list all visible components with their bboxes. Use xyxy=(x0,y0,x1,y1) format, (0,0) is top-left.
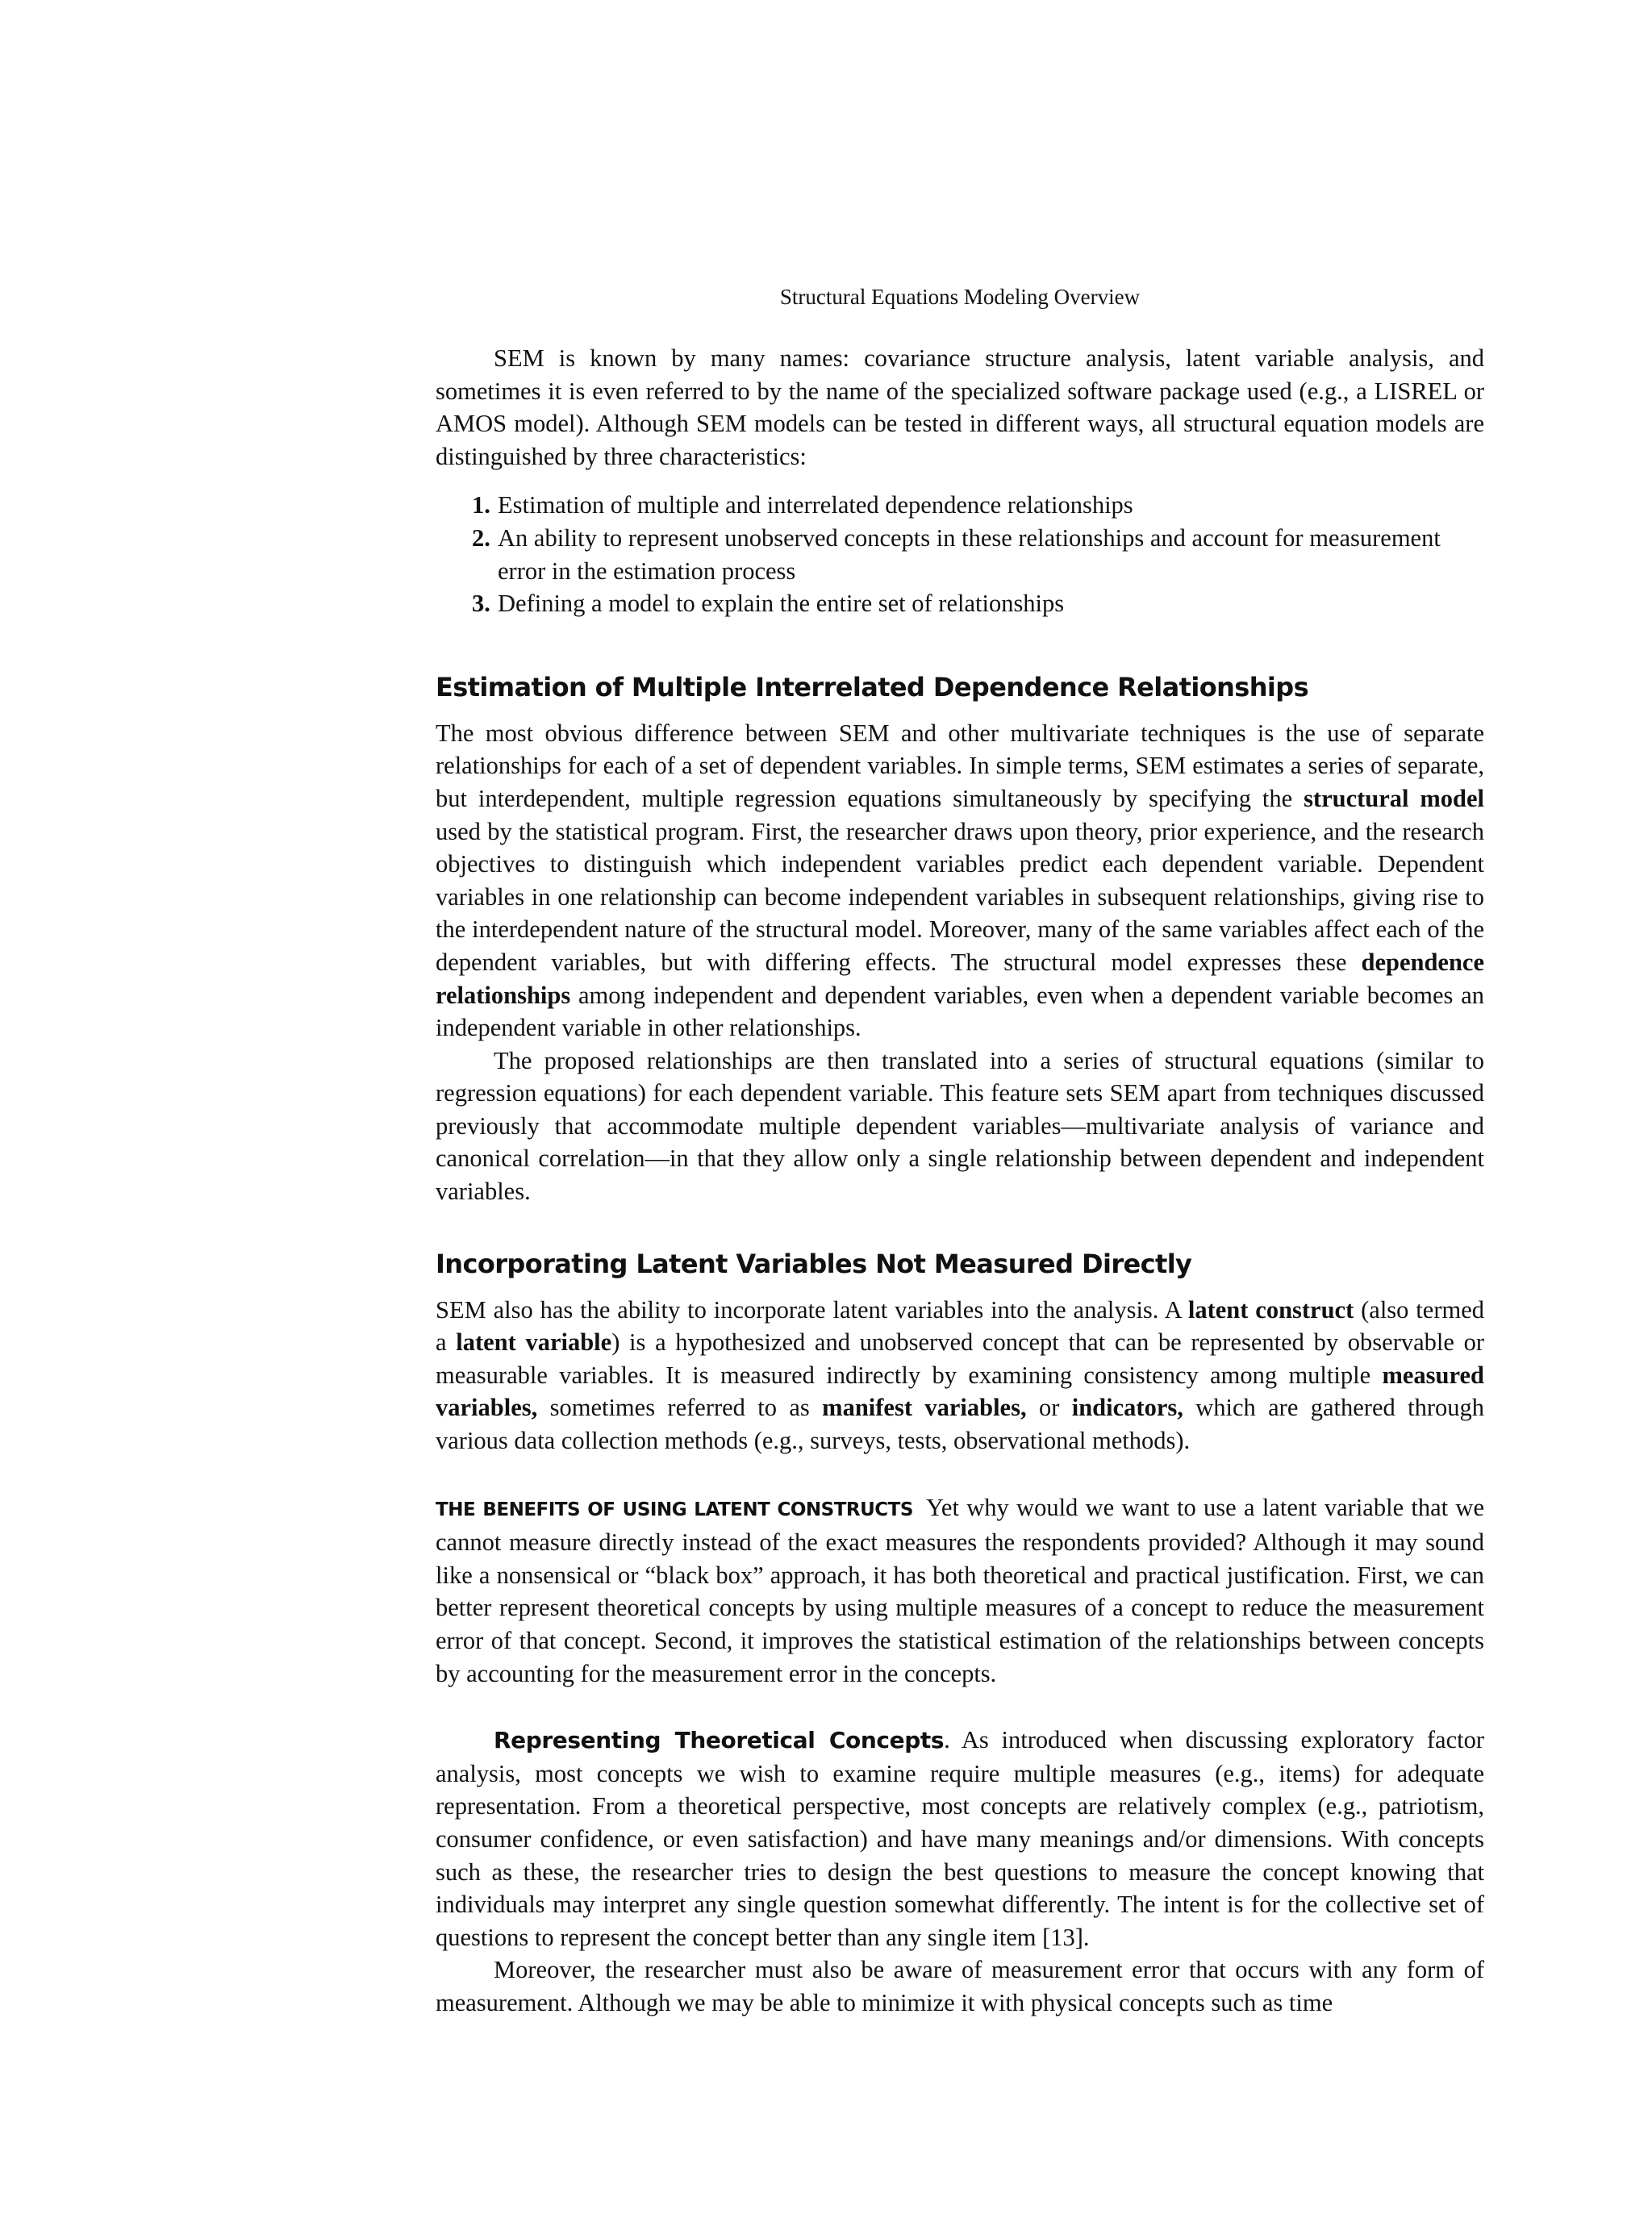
term-latent-construct: latent construct xyxy=(1187,1295,1354,1324)
list-item-text: An ability to represent unobserved concepts in these relationships and account for measurement error in the estimation process xyxy=(498,523,1441,585)
section-heading-latent: Incorporating Latent Variables Not Measured Directly xyxy=(436,1248,1192,1279)
term-indicators: indicators, xyxy=(1071,1394,1183,1422)
subheading-representing: Representing Theoretical Concepts xyxy=(494,1727,945,1754)
subheading-benefits: THE BENEFITS OF USING LATENT CONSTRUCTS xyxy=(436,1499,913,1520)
list-item-number: 2. xyxy=(472,523,490,552)
list-item-number: 1. xyxy=(472,491,490,519)
intro-paragraph: SEM is known by many names: covariance structure analysis, latent variable analysis, and sometimes it is even referred to by the name of the specialized software package used (e.g., a LISREL or AMOS model). Although SEM models can be tested in different ways, all structural equation models are distinguished by three characteristics: xyxy=(436,344,1484,470)
characteristics-list xyxy=(436,489,1484,619)
benefits-paragraph: THE BENEFITS OF USING LATENT CONSTRUCTS Yet why would we want to use a latent variable that we cannot measure directly instead of the exact measures the respondents provided? Although it may sound like a nonsensical or “black box” approach, it has both theoretical and practical justification. First, we can better represent theoretical concepts by using multiple measures of a concept to reduce the measurement error of that concept. Second, it improves the statistical estimation of the relationships between concepts by accounting for the measurement error in the concepts. xyxy=(436,1493,1484,1687)
list-item-text: Estimation of multiple and interrelated dependence relationships xyxy=(498,491,1133,519)
moreover-paragraph: Moreover, the researcher must also be aware of measurement error that occurs with any form of measurement. Although we may be able to minimize it with physical concepts such as time xyxy=(436,1956,1484,2016)
term-measured-variables: measured variables, xyxy=(436,1361,1484,1422)
term-dependence-relationships: dependence relationships xyxy=(436,948,1484,1009)
list-item-number: 3. xyxy=(472,590,490,618)
document-page xyxy=(436,282,1484,2020)
latent-paragraph-1: SEM also has the ability to incorporate latent variables into the analysis. A latent construct (also termed a latent variable) is a hypothesized and unobserved concept that can be represented by observable or measurable variables. It is measured indirectly by examining consistency among multiple measured variables, sometimes referred to as manifest variables, or indicators, which are gathered through various data collection methods (e.g., surveys, tests, observational methods). xyxy=(436,1295,1484,1455)
representing-paragraph: Representing Theoretical Concepts. As introduced when discussing exploratory factor analysis, most concepts we wish to examine require multiple measures (e.g., items) for adequate representation. From a theoretical perspective, most concepts are relatively complex (e.g., patriotism, consumer confidence, or even satisfaction) and have many meanings and/or dimensions. With concepts such as these, the researcher tries to design the best questions to measure the concept knowing that individuals may interpret any single question somewhat differently. The intent is for the collective set of questions to represent the concept better than any single item [13]. xyxy=(436,1726,1484,1951)
term-structural-model: structural model xyxy=(1304,784,1485,812)
term-manifest-variables: manifest variables, xyxy=(822,1394,1027,1422)
running-head: Structural Equations Modeling Overview xyxy=(779,285,1141,309)
term-latent-variable: latent variable xyxy=(456,1328,612,1357)
list-item-text: Defining a model to explain the entire set of relationships xyxy=(498,590,1065,618)
list-item xyxy=(436,522,1484,587)
list-item xyxy=(436,587,1484,620)
list-item xyxy=(436,489,1484,522)
estimation-paragraph-1: The most obvious difference between SEM and other multivariate techniques is the use of separate relationships for each of a set of dependent variables. In simple terms, SEM estimates a series of separate, but interdependent, multiple regression equations simultaneously by specifying the structural model used by the statistical program. First, the researcher draws upon theory, prior experience, and the research objectives to distinguish which independent variables predict each dependent variable. Dependent variables in one relationship can become independent variables in subsequent relationships, giving rise to the interdependent nature of the structural model. Moreover, many of the same variables affect each of the dependent variables, but with differing effects. The structural model expresses these dependence relationships among independent and dependent variables, even when a dependent variable becomes an independent variable in other relationships. xyxy=(436,719,1485,1042)
section-heading-estimation: Estimation of Multiple Interrelated Dependence Relationships xyxy=(436,671,1309,703)
estimation-paragraph-2: The proposed relationships are then translated into a series of structural equations (similar to regression equations) for each dependent variable. This feature sets SEM apart from techniques discussed previously that accommodate multiple dependent variables—multivariate analysis of variance and canonical correlation—in that they allow only a single relationship between dependent and independent variables. xyxy=(436,1046,1484,1206)
